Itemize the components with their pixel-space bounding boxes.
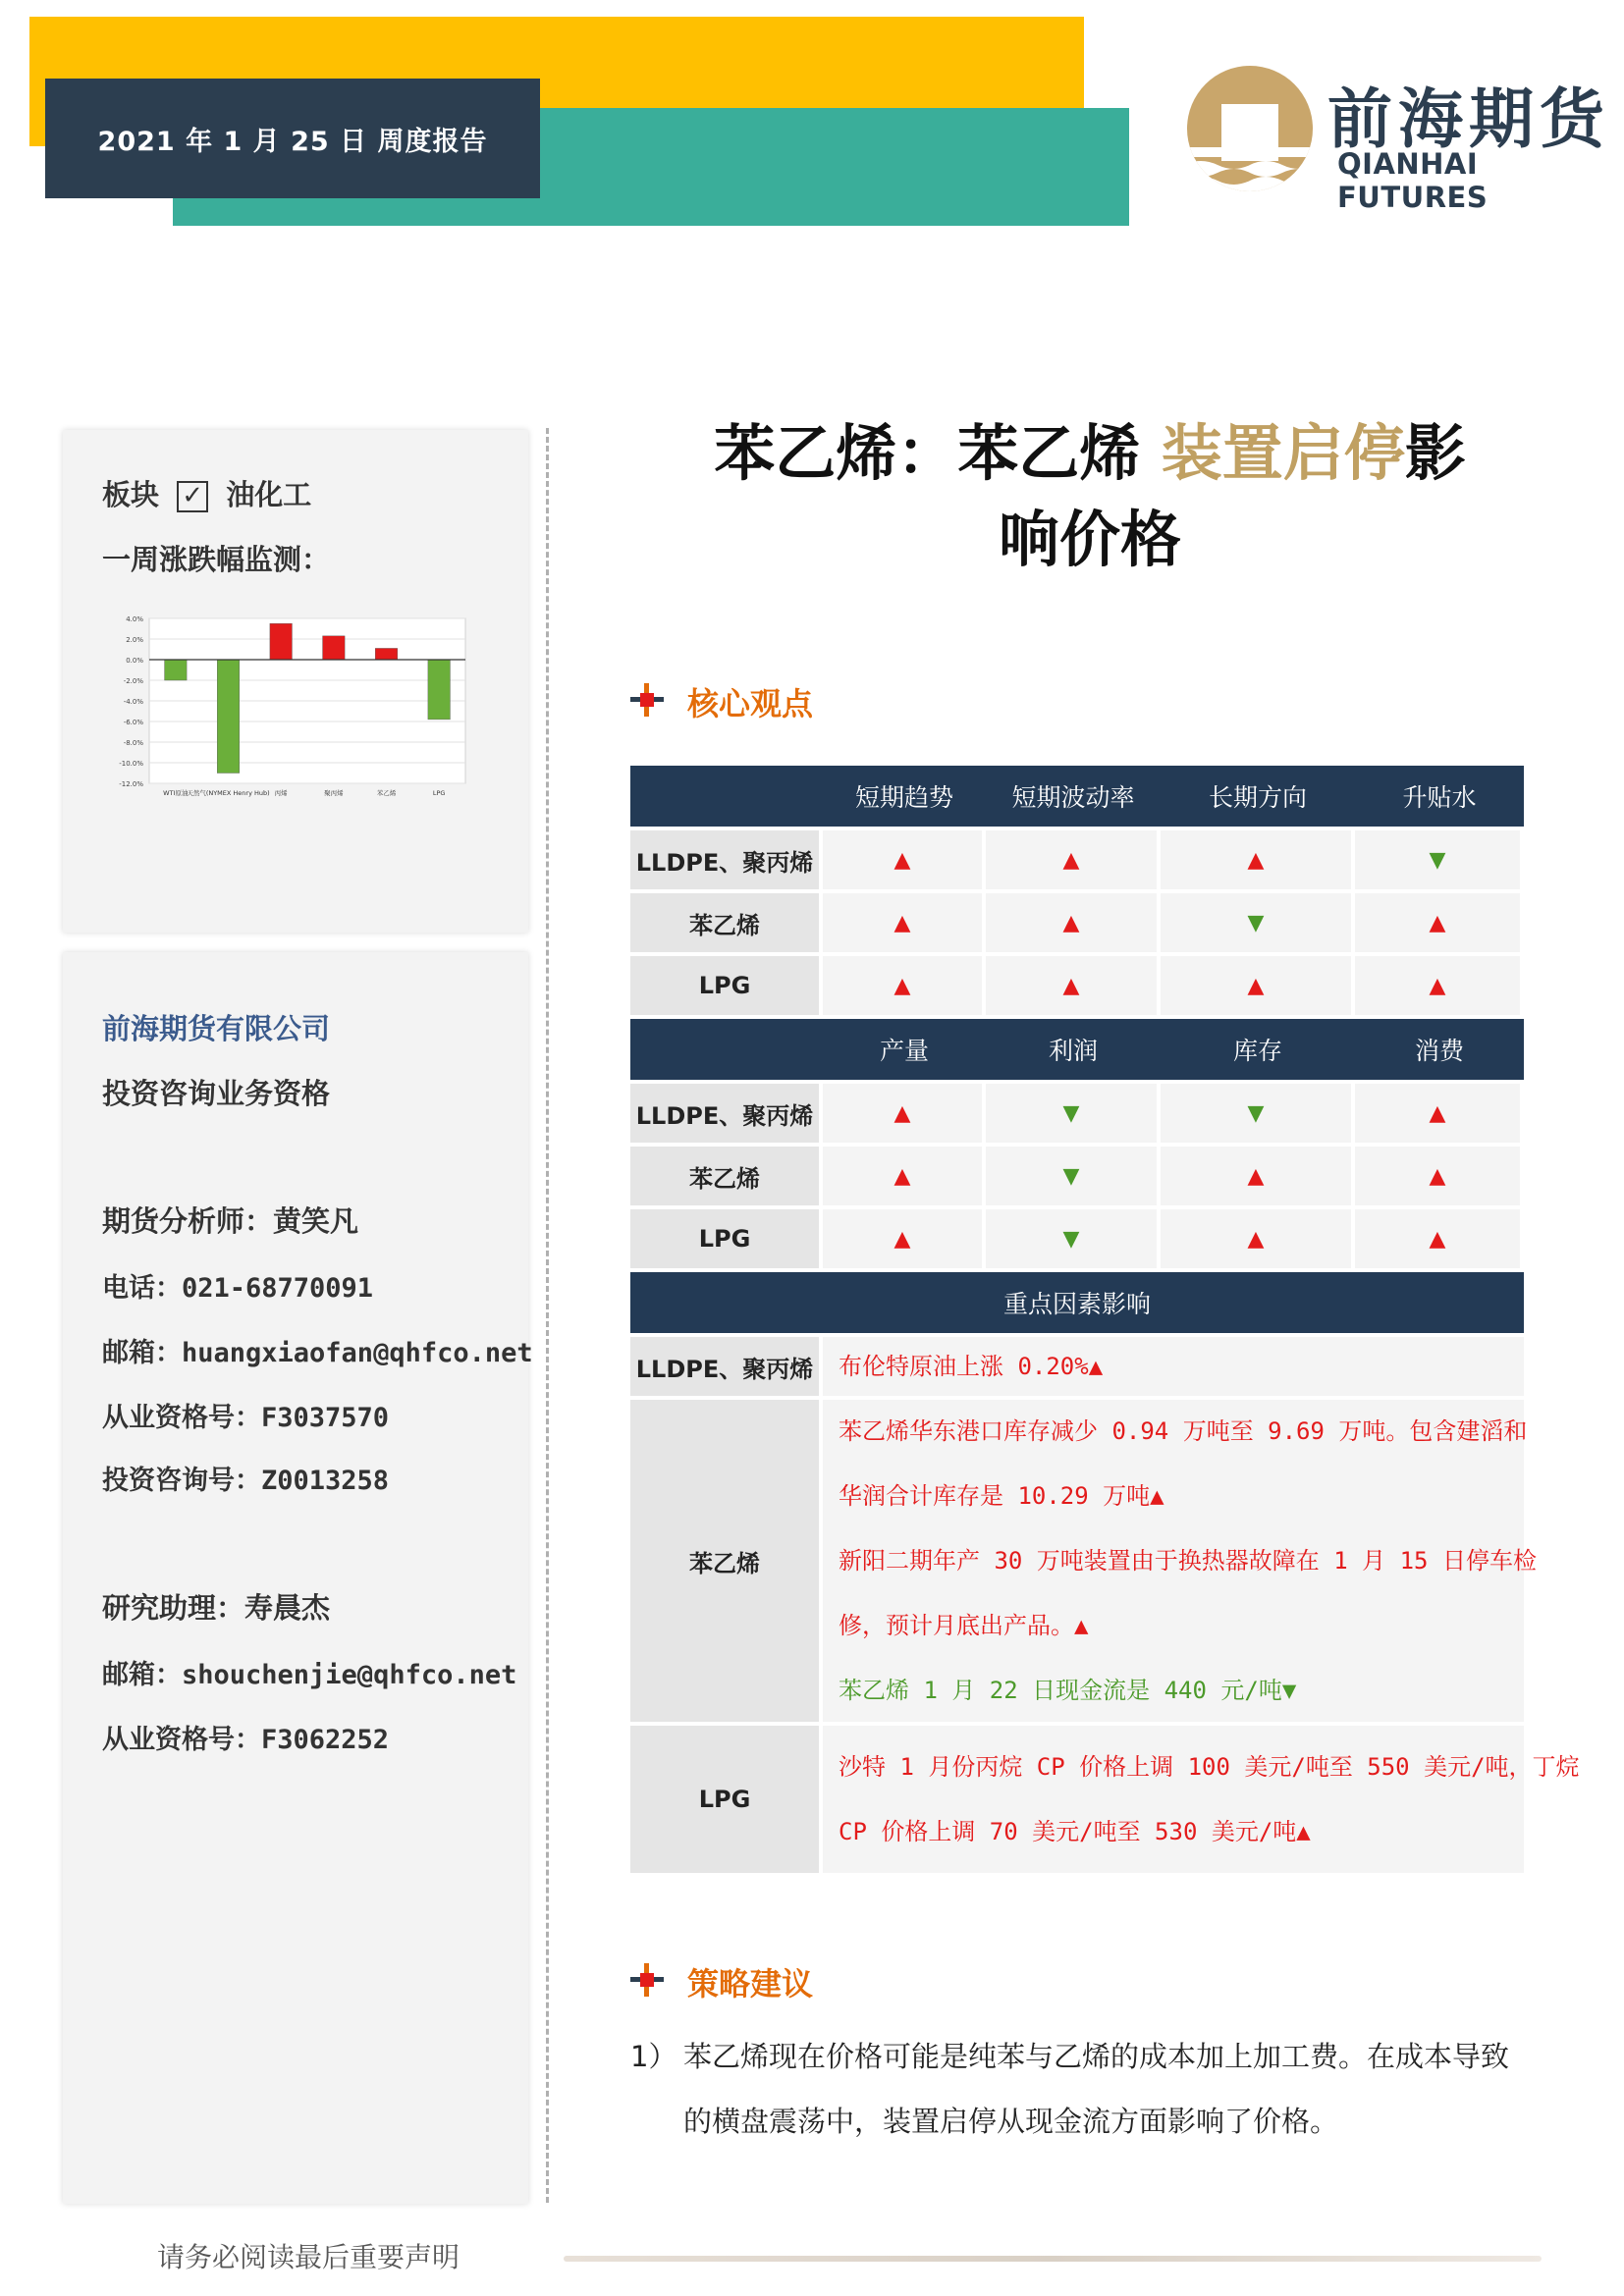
- report-title-line1: [609, 404, 1571, 492]
- x-tick-label: 苯乙烯: [376, 789, 397, 797]
- y-tick-label: -4.0%: [123, 698, 143, 706]
- sector-row: [102, 473, 311, 513]
- analyst-license: 从业资格号：F3037570: [102, 1403, 390, 1433]
- down-arrow-icon: ▼: [986, 1147, 1157, 1205]
- chart-bar: [270, 623, 293, 660]
- column-header: 升贴水: [1355, 766, 1524, 827]
- assistant-email: 邮箱：shouchenjie@qhfco.net: [102, 1660, 517, 1690]
- down-arrow-icon: ▼: [1355, 830, 1520, 889]
- column-header: 长期方向: [1161, 766, 1355, 827]
- y-tick-label: -12.0%: [119, 780, 143, 788]
- up-arrow-icon: ▲: [823, 893, 982, 952]
- strategy-number: 1）: [630, 2040, 677, 2073]
- report-title-line2: 响价格: [998, 504, 1181, 575]
- strategy-line1: 苯乙烯现在价格可能是纯苯与乙烯的成本加上加工费。在成本导致: [683, 2040, 1510, 2073]
- column-header: 库存: [1161, 1019, 1355, 1080]
- y-tick-label: 2.0%: [126, 636, 143, 644]
- down-arrow-icon: ▼: [1161, 1084, 1351, 1143]
- row-label: 苯乙烯: [630, 1147, 819, 1205]
- company-name: 前海期货有限公司: [102, 1012, 331, 1045]
- factor-label-lpg: LPG: [630, 1726, 819, 1873]
- assistant-name: 研究助理：寿晨杰: [102, 1591, 331, 1625]
- footer-line: [564, 2256, 1542, 2262]
- row-label: LPG: [630, 956, 819, 1015]
- factor-text: 修，预计月底出产品。▲: [839, 1612, 1089, 1639]
- factor-row-lldpe: [823, 1337, 1524, 1396]
- up-arrow-icon: ▲: [986, 830, 1157, 889]
- title-part-a: 苯乙烯：苯乙烯: [714, 417, 1162, 489]
- x-tick-label: 天然气(NYMEX Henry Hub): [187, 789, 270, 797]
- x-tick-label: WTI原油: [163, 789, 189, 797]
- column-header: 短期波动率: [986, 766, 1161, 827]
- analyst-consult-no: 投资咨询号：Z0013258: [102, 1466, 390, 1496]
- chart-bar: [323, 636, 346, 660]
- up-arrow-icon: ▲: [1161, 1147, 1351, 1205]
- down-arrow-icon: ▼: [986, 1084, 1157, 1143]
- factor-text: CP 价格上调 70 美元/吨至 530 美元/吨▲: [839, 1818, 1311, 1845]
- factor-text: 苯乙烯华东港口库存减少 0.94 万吨至 9.69 万吨。包含建滔和: [839, 1417, 1528, 1445]
- row-label: 苯乙烯: [630, 893, 819, 952]
- factor-text: 苯乙烯 1 月 22 日现金流是 440 元/吨▼: [839, 1677, 1297, 1704]
- y-tick-label: -6.0%: [123, 719, 143, 726]
- down-arrow-icon: ▼: [1161, 893, 1351, 952]
- x-tick-label: LPG: [432, 789, 446, 797]
- strategy-line2: 的横盘震荡中，装置启停从现金流方面影响了价格。: [683, 2105, 1339, 2138]
- column-header: 消费: [1355, 1019, 1524, 1080]
- up-arrow-icon: ▲: [986, 893, 1157, 952]
- chart-bar: [165, 660, 188, 680]
- sector-label: 板块: [102, 478, 160, 511]
- up-arrow-icon: ▲: [1355, 893, 1520, 952]
- factor-row-lpg: [823, 1726, 1580, 1873]
- column-header: 产量: [823, 1019, 986, 1080]
- factor-row-styrene: [823, 1400, 1537, 1722]
- analyst-name: 期货分析师：黄笑凡: [102, 1204, 359, 1238]
- y-tick-label: -8.0%: [123, 739, 143, 747]
- x-tick-label: 聚丙烯: [324, 789, 344, 797]
- column-header: 短期趋势: [823, 766, 986, 827]
- up-arrow-icon: ▲: [1355, 1147, 1520, 1205]
- column-header: 利润: [986, 1019, 1161, 1080]
- factor-text: 沙特 1 月份丙烷 CP 价格上调 100 美元/吨至 550 美元/吨，丁烷: [839, 1753, 1580, 1781]
- y-tick-label: -2.0%: [123, 677, 143, 685]
- sidebar-info-box: [63, 952, 528, 2204]
- up-arrow-icon: ▲: [1355, 1084, 1520, 1143]
- up-arrow-icon: ▲: [823, 956, 982, 1015]
- row-label: LLDPE、聚丙烯: [630, 1084, 819, 1143]
- core-table: [630, 766, 1580, 1870]
- chart-bar: [428, 660, 451, 720]
- sidebar-divider: [546, 428, 549, 2203]
- up-arrow-icon: ▲: [1161, 1209, 1351, 1268]
- checkbox-icon: ✓: [177, 481, 208, 512]
- up-arrow-icon: ▲: [1161, 830, 1351, 889]
- report-date: 2021 年 1 月 25 日 周度报告: [97, 126, 488, 157]
- factor-text: 布伦特原油上涨 0.20%▲: [839, 1353, 1104, 1380]
- qianhai-logo-icon: [1184, 63, 1316, 194]
- title-highlight: 装置启停: [1161, 417, 1405, 489]
- row-label: LPG: [630, 1209, 819, 1268]
- x-tick-label: 丙烯: [274, 789, 288, 797]
- weekly-change-chart: [102, 607, 475, 813]
- row-label: LLDPE、聚丙烯: [630, 830, 819, 889]
- up-arrow-icon: ▲: [986, 956, 1157, 1015]
- factor-text: 华润合计库存是 10.29 万吨▲: [839, 1482, 1164, 1510]
- down-arrow-icon: ▼: [986, 1209, 1157, 1268]
- logo-chinese-name: 前海期货: [1327, 80, 1610, 157]
- y-tick-label: 4.0%: [126, 615, 143, 623]
- factor-text: 新阳二期年产 30 万吨装置由于换热器故障在 1 月 15 日停车检: [839, 1547, 1537, 1575]
- y-tick-label: 0.0%: [126, 657, 143, 665]
- sector-value: 油化工: [226, 478, 312, 511]
- strategy-heading: 策略建议: [687, 1965, 814, 2002]
- chart-bar: [375, 648, 398, 660]
- section-bullet-icon: [630, 1963, 664, 1997]
- up-arrow-icon: ▲: [1355, 1209, 1520, 1268]
- section-bullet-icon: [630, 683, 664, 717]
- assistant-license: 从业资格号：F3062252: [102, 1725, 390, 1755]
- analyst-email: 邮箱：huangxiaofan@qhfco.net: [102, 1338, 533, 1368]
- core-heading: 核心观点: [687, 685, 814, 722]
- footer-notice: 请务必阅读最后重要声明: [157, 2241, 460, 2273]
- factors-header: 重点因素影响: [630, 1272, 1524, 1333]
- up-arrow-icon: ▲: [823, 1209, 982, 1268]
- up-arrow-icon: ▲: [823, 1147, 982, 1205]
- weekly-monitor-label: 一周涨跌幅监测：: [102, 543, 331, 576]
- analyst-phone: 电话：021-68770091: [102, 1273, 374, 1304]
- logo-english-name: QIANHAI FUTURES: [1337, 147, 1489, 214]
- y-tick-label: -10.0%: [119, 760, 143, 768]
- chart-bar: [217, 660, 240, 774]
- title-part-b: 影: [1404, 417, 1466, 489]
- up-arrow-icon: ▲: [823, 830, 982, 889]
- factor-label-styrene: 苯乙烯: [630, 1400, 819, 1722]
- up-arrow-icon: ▲: [823, 1084, 982, 1143]
- factor-label-lldpe: LLDPE、聚丙烯: [630, 1337, 819, 1396]
- up-arrow-icon: ▲: [1161, 956, 1351, 1015]
- up-arrow-icon: ▲: [1355, 956, 1520, 1015]
- qualification: 投资咨询业务资格: [102, 1077, 331, 1110]
